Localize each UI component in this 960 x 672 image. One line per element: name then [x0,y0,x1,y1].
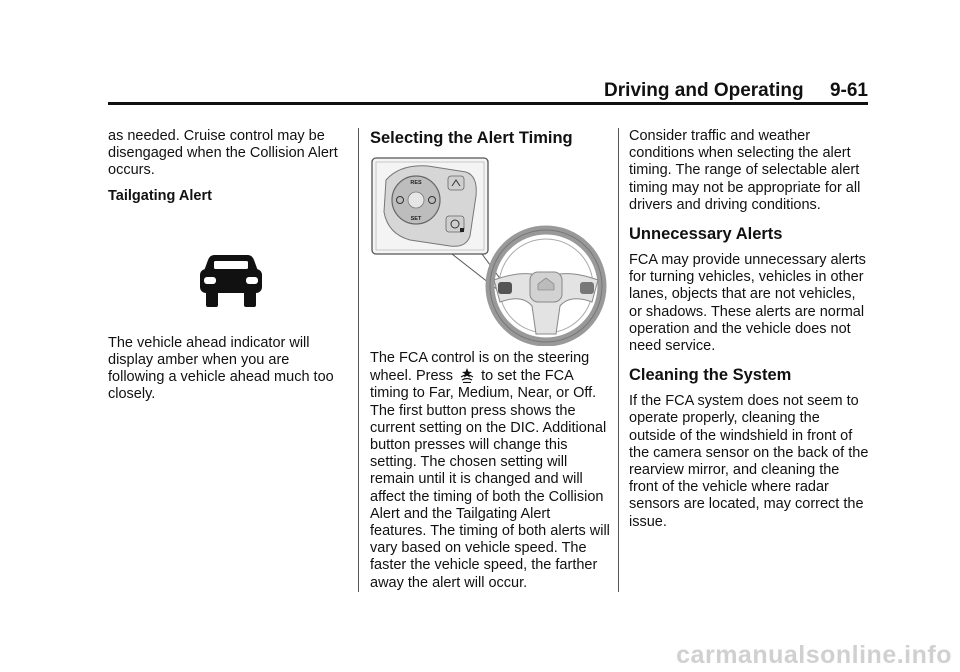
steering-wheel-controls-illustration [370,156,610,346]
set-button-label: SET [410,216,422,222]
col3-paragraph-2: FCA may provide unnecessary alerts for turning vehicles, vehicles in other lanes, objects that are not vehicles, or shadows. These alerts are normal operation and the vehicle does not need service. [629,252,866,355]
col2-paragraph-rest: to set the FCA timing to Far, Medium, Near, or Off. The first button press shows the current setting on the DIC. Additional button presses will change this setting. The chosen setting will remain until it is changed and will affect the timing of both the Collision Alert and the Tailgating Alert features. The timing of both alerts will vary based on vehicle speed. The faster the vehicle speed, the farther away the alert will occur. [370,368,610,591]
alert-timing-heading: Selecting the Alert Timing [370,129,573,147]
header-rule [108,102,868,105]
column-3 [629,128,869,539]
tailgating-alert-subheading: Tailgating Alert [108,187,212,204]
col1-paragraph-1: as needed. Cruise control may be disengaged when the Collision Alert occurs. [108,128,338,179]
watermark: carmanualsonline.info [676,641,952,669]
vehicle-ahead-icon [200,251,262,309]
res-button-label: RES [410,180,422,186]
fca-timing-icon [459,367,475,383]
cleaning-system-heading: Cleaning the System [629,366,792,385]
col3-paragraph-3: If the FCA system does not seem to operate properly, cleaning the outside of the windshield in front of the camera sensor on the back of the rearview mirror, and cleaning the front of the vehicle where radar sensors are located, may correct the issue. [629,393,869,530]
unnecessary-alerts-heading: Unnecessary Alerts [629,225,783,244]
column-2 [370,128,610,600]
col1-paragraph-2: The vehicle ahead indicator will display amber when you are following a vehicle ahead much too closely. [108,334,334,403]
col2-paragraph-lead: The FCA control is on the steering wheel. Press [370,350,590,385]
col3-paragraph-1: Consider traffic and weather conditions when selecting the alert timing. The range of selectable alert timing may not be appropriate for all drivers and driving conditions. [629,128,861,213]
col2-paragraph [370,350,610,592]
column-1 [108,128,348,412]
header-title: Driving and Operating 9-61 [604,80,868,101]
column-divider-2 [618,128,619,592]
column-divider-1 [358,128,359,592]
